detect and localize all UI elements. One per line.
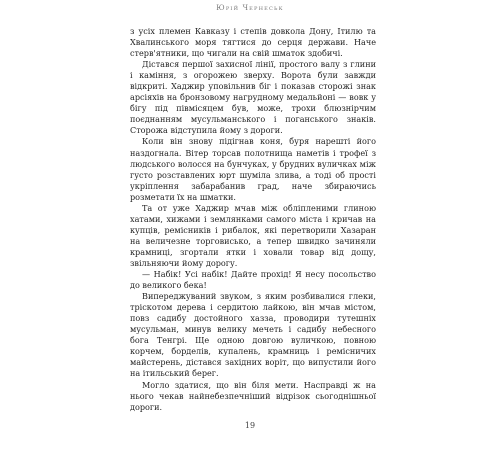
paragraph: Та от уже Хаджир мчав між обліпленими глиною хатами, хижами і землянками самого міста і кричав на купців, ремісників і рибалок, які перетворили Хазаран на величезне торговисько, а тепер швидко зачиняли крамниці, згортали ятки і ховали товар від дощу, звільняючи йому дорогу.: [130, 202, 376, 268]
paragraph: Випереджуваний звуком, з яким розбивалися глеки, тріскотом дерева і сердитою лайкою, він мчав містом, повз садибу достойного хазза, проводири тутешніх мусульман, минув велику мечеть і садибу небесного бога Тенгрі. Ще одною довгою вуличкою, повною корчем, борделів, купалень, крамниць і ремісничих майстерень, дістався західних воріт, що випустили його на ітильський берег.: [130, 291, 376, 379]
paragraph: — Набік! Усі набік! Дайте прохід! Я несу посольство до великого бека!: [130, 269, 376, 291]
paragraph: Дістався першої захисної лінії, простого валу з глини і каміння, з огорожею зверху. Ворота були завжди відкриті. Хаджир уповільнив біг і показав сторожі знак арсіяхів на бронзовому нагрудному медальйоні — вовк у бігу під півмісяцем був, може, трохи блюзнірчим поєднанням мусульманського і поганського знаків. Сторожа відступила йому з дороги.: [130, 59, 376, 136]
paragraph: з усіх племен Кавказу і степів довкола Дону, Ітилю та Хвалинського моря тягтися до серця держави. Наче стерв'ятники, що чигали на свій шматок здобичі.: [130, 26, 376, 59]
paragraph: Коли він знову підігнав коня, буря нарешті його наздогнала. Вітер торсав полотнища наметів і трофеї з людського волосся на бунчуках, у брудних вуличках між густо розставлених юрт шуміла злива, а тоді об прості укріплення забарабанив град, наче збираючись розметати їх на шматки.: [130, 136, 376, 202]
paragraph: Могло здатися, що він біля мети. Насправді ж на нього чекав найнебезпечніший відрізок сьогоднішньої дороги.: [130, 379, 376, 412]
body-text: [130, 26, 376, 413]
running-header: Юрій Чернеськ: [216, 4, 284, 12]
page-number: 19: [244, 421, 256, 430]
